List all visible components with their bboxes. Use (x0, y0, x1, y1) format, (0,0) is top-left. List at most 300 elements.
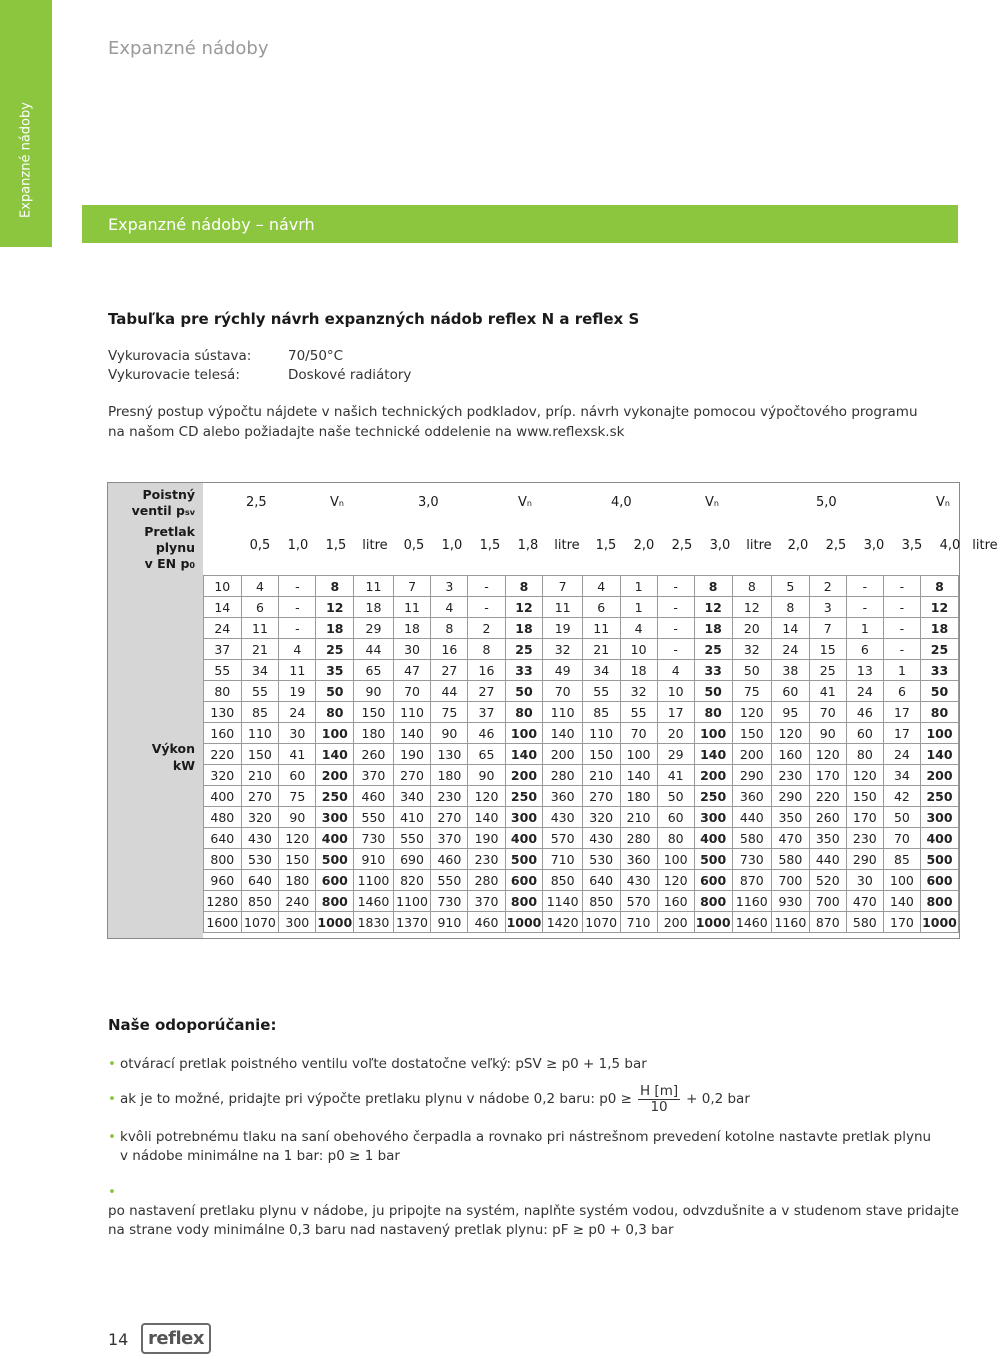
table-row (204, 744, 959, 765)
table-cell: 640 (582, 870, 620, 891)
power-cell: 160 (204, 723, 242, 744)
power-cell: 960 (204, 870, 242, 891)
vn-letter: V (936, 495, 945, 510)
table-cell: 230 (431, 786, 468, 807)
column-header: litre (972, 538, 998, 553)
table-cell: 10 (657, 681, 694, 702)
table-cell: 140 (505, 744, 543, 765)
table-cell: 75 (732, 681, 772, 702)
table-cell: 24 (846, 681, 883, 702)
table-cell: 70 (543, 681, 583, 702)
table-cell: 85 (241, 702, 279, 723)
psv-label (132, 487, 195, 521)
table-cell: 240 (279, 891, 316, 912)
table-cell: 34 (582, 660, 620, 681)
table-cell: - (846, 576, 883, 597)
pretlak-label-line2: plynu (155, 540, 195, 555)
table-cell: 17 (883, 723, 920, 744)
recommend-text-suffix: + 0,2 bar (686, 1091, 750, 1107)
psv-label-line2: ventil p (131, 503, 186, 518)
table-cell: 90 (809, 723, 846, 744)
table-cell: 8 (316, 576, 354, 597)
table-row (204, 786, 959, 807)
table-cell: 41 (279, 744, 316, 765)
table-cell: 8 (694, 576, 732, 597)
table-row-labels (108, 483, 203, 938)
table-cell: 360 (543, 786, 583, 807)
power-cell: 1600 (204, 912, 242, 933)
table-cell: 870 (809, 912, 846, 933)
table-cell: 150 (241, 744, 279, 765)
table-cell: 270 (582, 786, 620, 807)
column-header: 0,5 (249, 538, 271, 553)
table-cell: 140 (468, 807, 505, 828)
table-cell: 25 (316, 639, 354, 660)
table-cell: 80 (920, 702, 958, 723)
table-cell: 580 (846, 912, 883, 933)
recommend-text-line1: po nastavení pretlaku plynu v nádobe, ju pripojte na systém, naplňte systém vodou, odvzdušnite a v studenom stave pridajte (108, 1203, 959, 1219)
table-cell: 200 (920, 765, 958, 786)
table-row (204, 660, 959, 681)
table-cell: 75 (431, 702, 468, 723)
table-cell: 3 (809, 597, 846, 618)
table-cell: 440 (732, 807, 772, 828)
table-cell: 60 (657, 807, 694, 828)
table-cell: 440 (809, 849, 846, 870)
table-cell: 1070 (241, 912, 279, 933)
table-cell: 580 (732, 828, 772, 849)
table-cell: 33 (505, 660, 543, 681)
table-cell: 6 (883, 681, 920, 702)
fraction-numerator: H [m] (639, 1083, 679, 1099)
table-cell: 50 (505, 681, 543, 702)
table-cell: 200 (732, 744, 772, 765)
table-cell: 1100 (393, 891, 431, 912)
table-cell: 180 (620, 786, 657, 807)
table-cell: 820 (393, 870, 431, 891)
column-header: 3,5 (901, 538, 923, 553)
vn-subscript: n (526, 499, 532, 508)
column-header: 1,5 (479, 538, 501, 553)
table-cell: 120 (809, 744, 846, 765)
power-cell: 800 (204, 849, 242, 870)
table-cell: 250 (505, 786, 543, 807)
table-cell: 25 (694, 639, 732, 660)
table-cell: - (657, 597, 694, 618)
table-cell: 180 (431, 765, 468, 786)
table-cell: 6 (582, 597, 620, 618)
table-cell: 140 (620, 765, 657, 786)
fraction-denominator: 10 (650, 1099, 668, 1115)
recommend-item (108, 1055, 647, 1074)
table-cell: 27 (468, 681, 505, 702)
table-cell: 800 (316, 891, 354, 912)
table-cell: 500 (694, 849, 732, 870)
table-cell: 230 (846, 828, 883, 849)
table-cell: 220 (809, 786, 846, 807)
reflex-logo (141, 1323, 211, 1354)
table-cell: 1830 (354, 912, 394, 933)
table-cell: 1000 (920, 912, 958, 933)
table-row (204, 870, 959, 891)
table-cell: 350 (772, 807, 810, 828)
table-cell: 600 (694, 870, 732, 891)
table-cell: 21 (582, 639, 620, 660)
table-cell: 410 (393, 807, 431, 828)
table-cell: 120 (468, 786, 505, 807)
table-cell: 25 (505, 639, 543, 660)
table-cell: 180 (279, 870, 316, 891)
table-cell: 46 (846, 702, 883, 723)
fraction (638, 1084, 680, 1115)
table-cell: 19 (543, 618, 583, 639)
recommend-text (108, 1202, 959, 1240)
table-cell: 11 (354, 576, 394, 597)
column-header: 1,0 (287, 538, 309, 553)
table-cell: 730 (431, 891, 468, 912)
bullet-dot-icon: • (108, 1056, 116, 1072)
table-cell: - (846, 597, 883, 618)
table-cell: 140 (920, 744, 958, 765)
table-cell: 65 (354, 660, 394, 681)
table-cell: 33 (920, 660, 958, 681)
table-cell: 90 (468, 765, 505, 786)
table-cell: 360 (732, 786, 772, 807)
table-cell: 65 (468, 744, 505, 765)
table-cell: 300 (505, 807, 543, 828)
table-cell: 37 (468, 702, 505, 723)
table-cell: 20 (657, 723, 694, 744)
table-cell: 400 (920, 828, 958, 849)
table-cell: 280 (468, 870, 505, 891)
table-cell: 70 (883, 828, 920, 849)
table-cell: 50 (920, 681, 958, 702)
table-row (204, 618, 959, 639)
table-cell: 370 (468, 891, 505, 912)
vykon-label (152, 740, 195, 774)
table-cell: 27 (431, 660, 468, 681)
table-cell: 12 (732, 597, 772, 618)
table-cell: 1000 (505, 912, 543, 933)
table-cell: 470 (772, 828, 810, 849)
table-cell: 80 (505, 702, 543, 723)
column-header: litre (554, 538, 580, 553)
table-row (204, 912, 959, 933)
table-cell: 730 (732, 849, 772, 870)
column-header: 1,5 (595, 538, 617, 553)
table-cell: 1140 (543, 891, 583, 912)
power-cell: 37 (204, 639, 242, 660)
section-bar (82, 205, 958, 243)
column-header: 4,0 (939, 538, 961, 553)
table-cell: 500 (505, 849, 543, 870)
table-cell: 930 (772, 891, 810, 912)
table-cell: 180 (354, 723, 394, 744)
table-cell: 170 (846, 807, 883, 828)
table-cell: 140 (316, 744, 354, 765)
table-cell: 1 (883, 660, 920, 681)
table-cell: 550 (354, 807, 394, 828)
table-cell: 13 (846, 660, 883, 681)
table-cell: 32 (543, 639, 583, 660)
table-cell: - (468, 576, 505, 597)
vn-subscript: n (944, 499, 950, 508)
table-cell: 24 (883, 744, 920, 765)
table-cell: 290 (846, 849, 883, 870)
logo-text: reflex (148, 1328, 204, 1349)
table-cell: 7 (393, 576, 431, 597)
table-cell: 400 (694, 828, 732, 849)
table-cell: 60 (846, 723, 883, 744)
table-cell: 430 (241, 828, 279, 849)
table-cell: 270 (241, 786, 279, 807)
power-cell: 220 (204, 744, 242, 765)
table-row (204, 681, 959, 702)
table-cell: 49 (543, 660, 583, 681)
recommend-text-line2: na strane vody minimálne 0,3 baru nad nastavený pretlak plynu: pF ≥ p0 + 0,3 bar (108, 1222, 674, 1238)
table-cell: 6 (241, 597, 279, 618)
table-cell: - (279, 597, 316, 618)
table-cell: 5 (772, 576, 810, 597)
table-cell: 24 (279, 702, 316, 723)
table-row (204, 702, 959, 723)
table-cell: 350 (809, 828, 846, 849)
table-cell: 460 (431, 849, 468, 870)
table-cell: 1370 (393, 912, 431, 933)
table-cell: - (883, 576, 920, 597)
table-cell: 17 (883, 702, 920, 723)
power-cell: 14 (204, 597, 242, 618)
table-cell: 370 (354, 765, 394, 786)
page-header-title: Expanzné nádoby (108, 38, 269, 59)
table-row (204, 639, 959, 660)
column-header: 2,5 (825, 538, 847, 553)
table-cell: 4 (431, 597, 468, 618)
table-cell: 280 (620, 828, 657, 849)
table-cell: 710 (543, 849, 583, 870)
power-cell: 80 (204, 681, 242, 702)
spec-row (108, 367, 411, 383)
table-cell: 600 (505, 870, 543, 891)
table-cell: 41 (809, 681, 846, 702)
table-cell: 50 (883, 807, 920, 828)
table-cell: 200 (316, 765, 354, 786)
recommend-item (108, 1183, 960, 1240)
table-cell: 200 (543, 744, 583, 765)
table-cell: 18 (505, 618, 543, 639)
vn-label (936, 495, 950, 510)
table-cell: 800 (694, 891, 732, 912)
table-cell: 1 (620, 597, 657, 618)
spec-value: 70/50°C (288, 348, 344, 364)
table-cell: 230 (772, 765, 810, 786)
table-cell: 11 (393, 597, 431, 618)
table-cell: 150 (846, 786, 883, 807)
recommend-item (108, 1084, 750, 1115)
power-cell: 1280 (204, 891, 242, 912)
table-cell: 34 (883, 765, 920, 786)
table-cell: 150 (582, 744, 620, 765)
pretlak-subscript: 0 (189, 561, 195, 570)
table-cell: 800 (920, 891, 958, 912)
table-cell: 530 (241, 849, 279, 870)
table-cell: 800 (505, 891, 543, 912)
table-cell: 130 (431, 744, 468, 765)
table-row (204, 891, 959, 912)
table-cell: 140 (883, 891, 920, 912)
vykon-label-line2: kW (172, 758, 195, 773)
vn-label (330, 495, 344, 510)
table-cell: 29 (657, 744, 694, 765)
column-header: 1,5 (325, 538, 347, 553)
table-cell: - (657, 576, 694, 597)
column-header: litre (362, 538, 388, 553)
table-cell: 11 (543, 597, 583, 618)
table-cell: 1160 (772, 912, 810, 933)
psv-group-header (203, 483, 959, 523)
table-cell: 1460 (354, 891, 394, 912)
table-cell: 300 (279, 912, 316, 933)
table-cell: 150 (732, 723, 772, 744)
table-cell: 55 (620, 702, 657, 723)
table-cell: 260 (809, 807, 846, 828)
psv-group-value: 3,0 (418, 495, 439, 510)
column-header: 3,0 (863, 538, 885, 553)
table-cell: 18 (354, 597, 394, 618)
table-cell: 2 (468, 618, 505, 639)
table-cell: 1000 (694, 912, 732, 933)
table-cell: 80 (316, 702, 354, 723)
table-cell: 700 (772, 870, 810, 891)
table-cell: 75 (279, 786, 316, 807)
table-cell: 300 (920, 807, 958, 828)
table-cell: 550 (431, 870, 468, 891)
column-header: 1,0 (441, 538, 463, 553)
table-cell: 100 (694, 723, 732, 744)
table-row (204, 807, 959, 828)
table-cell: - (657, 639, 694, 660)
table-cell: 270 (393, 765, 431, 786)
table-cell: 200 (657, 912, 694, 933)
power-cell: 320 (204, 765, 242, 786)
table-cell: 10 (620, 639, 657, 660)
table-cell: - (657, 618, 694, 639)
table-cell: 870 (732, 870, 772, 891)
table-cell: 640 (241, 870, 279, 891)
table-cell: 250 (920, 786, 958, 807)
table-cell: 6 (846, 639, 883, 660)
table-cell: 470 (846, 891, 883, 912)
table-cell: 4 (657, 660, 694, 681)
table-cell: - (883, 639, 920, 660)
table-cell: 400 (316, 828, 354, 849)
vn-label (705, 495, 719, 510)
column-header: 1,8 (517, 538, 539, 553)
table-cell: 850 (543, 870, 583, 891)
table-cell: 70 (393, 681, 431, 702)
table-cell: 120 (732, 702, 772, 723)
recommend-title: Naše odoporúčanie: (108, 1016, 277, 1034)
table-cell: 50 (657, 786, 694, 807)
vn-subscript: n (338, 499, 344, 508)
table-cell: 3 (431, 576, 468, 597)
table-cell: 340 (393, 786, 431, 807)
table-cell: 500 (920, 849, 958, 870)
table-cell: 90 (279, 807, 316, 828)
table-cell: 120 (846, 765, 883, 786)
table-cell: 100 (620, 744, 657, 765)
table-cell: 8 (732, 576, 772, 597)
table-cell: 25 (920, 639, 958, 660)
table-cell: 17 (657, 702, 694, 723)
table-cell: 160 (772, 744, 810, 765)
table-cell: 530 (582, 849, 620, 870)
table-cell: 12 (316, 597, 354, 618)
table-cell: 600 (920, 870, 958, 891)
table-cell: 95 (772, 702, 810, 723)
column-header: litre (746, 538, 772, 553)
table-row (204, 849, 959, 870)
table-cell: 710 (620, 912, 657, 933)
power-cell: 130 (204, 702, 242, 723)
table-cell: 300 (316, 807, 354, 828)
table-cell: 910 (431, 912, 468, 933)
table-cell: 8 (431, 618, 468, 639)
sizing-table (107, 482, 998, 939)
table-cell: 500 (316, 849, 354, 870)
psv-label-line1: Poistný (142, 487, 195, 502)
table-cell: 7 (809, 618, 846, 639)
table-cell: 16 (468, 660, 505, 681)
table-cell: 160 (657, 891, 694, 912)
table-cell: 1 (620, 576, 657, 597)
table-cell: 12 (505, 597, 543, 618)
table-cell: 11 (279, 660, 316, 681)
table-cell: 4 (279, 639, 316, 660)
table-cell: 290 (732, 765, 772, 786)
section-title: Expanzné nádoby – návrh (108, 215, 315, 234)
table-cell: 30 (279, 723, 316, 744)
table-cell: 1000 (316, 912, 354, 933)
psv-group-value: 4,0 (611, 495, 632, 510)
table-cell: 100 (316, 723, 354, 744)
pretlak-label-line3: v EN p (144, 556, 190, 571)
power-cell: 10 (204, 576, 242, 597)
table-cell: 55 (582, 681, 620, 702)
table-cell: 1100 (354, 870, 394, 891)
table-cell: 230 (468, 849, 505, 870)
power-cell: 24 (204, 618, 242, 639)
table-cell: 30 (846, 870, 883, 891)
table-cell: 140 (694, 744, 732, 765)
table-cell: 47 (393, 660, 431, 681)
table-cell: 12 (920, 597, 958, 618)
pretlak-label-line1: Pretlak (144, 524, 195, 539)
table-cell: 4 (582, 576, 620, 597)
table-cell: 41 (657, 765, 694, 786)
vn-letter: V (518, 495, 527, 510)
table-cell: 46 (468, 723, 505, 744)
table-cell: 190 (468, 828, 505, 849)
table-cell: - (279, 618, 316, 639)
spec-value: Doskové radiátory (288, 367, 412, 383)
vn-label (518, 495, 532, 510)
power-cell: 400 (204, 786, 242, 807)
table-cell: 140 (543, 723, 583, 744)
table-cell: 18 (393, 618, 431, 639)
table-cell: 370 (431, 828, 468, 849)
psv-subscript: sv (185, 508, 195, 517)
